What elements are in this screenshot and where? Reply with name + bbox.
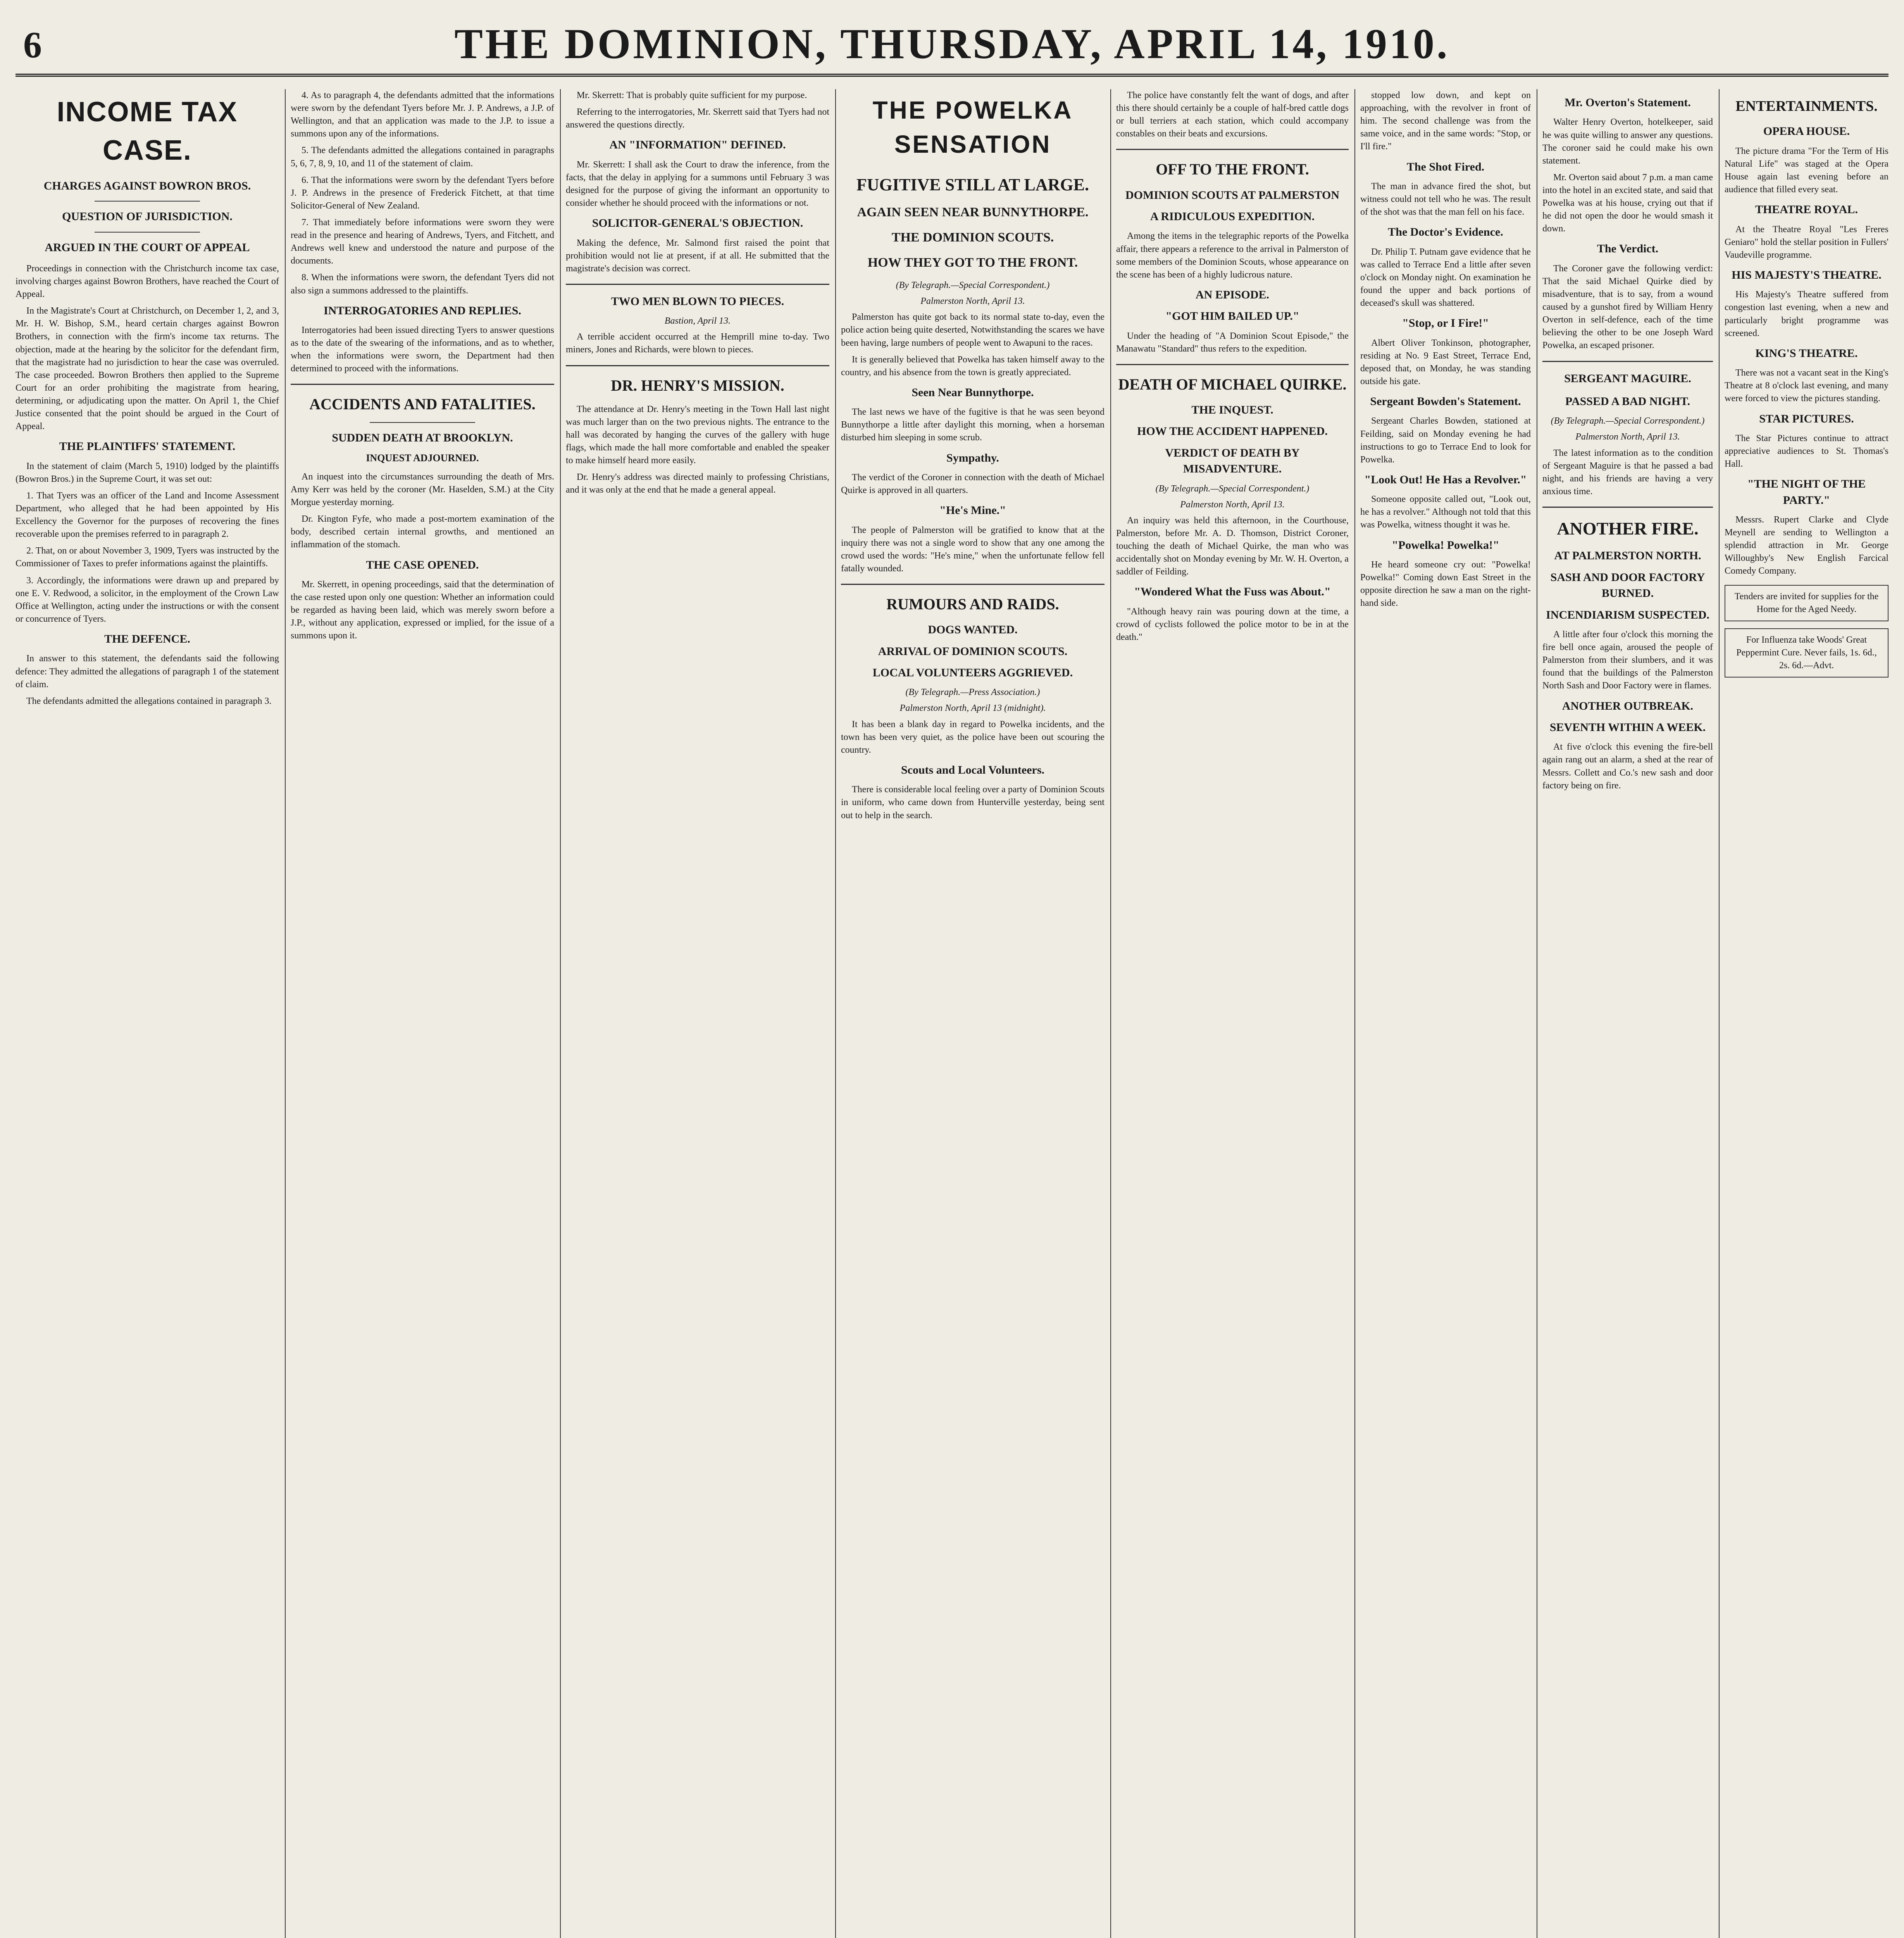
paragraph: Under the heading of "A Dominion Scout Episode," the Manawatu "Standard" thus refers to the expedition. [1116,331,1349,354]
subhead-verdict: VERDICT OF DEATH BY MISADVENTURE. [1165,446,1300,476]
paragraph: In the Magistrate's Court at Christchurch, on December 1, 2, and 3, Mr. H. W. Bishop, S.M., heard certain charges against Bowron Brothers, in connection with the firm's income tax returns. The objection, made at the hearing by the solicitor for the defendant firm, that the magistrate had no jurisdiction to hear the case was overruled. The case proceeded. Bowron Brothers then applied to the Supreme Court for an order prohibiting the magistrate from hearing, determining, or adjudicating upon the matter. On April 1, the Chief Justice consented that the point should be argued in the Court of Appeal. [16,306,279,432]
section-heading: HIS MAJESTY'S THEATRE. [1732,268,1882,281]
subhead-inquest: THE INQUEST. [1191,403,1273,417]
subhead-outbreak: ANOTHER OUTBREAK. [1562,699,1694,712]
paragraph: An inquest into the circumstances surrounding the death of Mrs. Amy Kerr was held by the coroner (Mr. Haselden, S.M.) at the City Morgue yesterday morning. [291,471,554,508]
paragraph: It has been a blank day in regard to Powelka incidents, and the town has been very quiet, as the police have been out scouring the country. [841,719,1104,755]
paragraph: The Star Pictures continue to attract appreciative audiences to St. Thomas's Hall. [1725,433,1888,469]
paragraph: 4. As to paragraph 4, the defendants admitted that the informations were sworn by the defendant Tyers before Mr. J. P. Andrews, a J.P. of Wellington, and that an application was made to the J.P. to issue a summons upon any of the informations. [291,90,554,139]
subhead-brooklyn: SUDDEN DEATH AT BROOKLYN. [332,431,513,444]
headline-maguire: SERGEANT MAGUIRE. [1564,372,1691,385]
byline: (By Telegraph.—Special Correspondent.) [1155,483,1310,494]
subhead-scouts-pn: DOMINION SCOUTS AT PALMERSTON [1125,188,1340,202]
section-heading: THE CASE OPENED. [366,558,479,571]
subhead-fugitive: FUGITIVE STILL AT LARGE. [856,175,1089,194]
section-heading: SOLICITOR-GENERAL'S OBJECTION. [592,217,803,230]
headline-accidents: ACCIDENTS AND FATALITIES. [309,395,536,413]
page-number: 6 [23,24,42,66]
headline-rumours: RUMOURS AND RAIDS. [886,595,1059,613]
byline: (By Telegraph.—Special Correspondent.) [1551,416,1705,426]
section-heading: The Verdict. [1597,242,1659,255]
dateline: Palmerston North, April 13 (midnight). [899,703,1046,714]
subhead-scouts: THE DOMINION SCOUTS. [891,230,1054,245]
paragraph: "Although heavy rain was pouring down at the time, a crowd of cyclists followed the police motor to be in at the death." [1116,606,1349,642]
section-heading: Sergeant Bowden's Statement. [1370,395,1521,408]
paragraph: Among the items in the telegraphic reports of the Powelka affair, there appears a reference to the arrival in Palmerston of some members of the Dominion Scouts, whose appearance on the scene has been of a highly ludicrous nature. [1116,231,1349,280]
subhead-jurisdiction: QUESTION OF JURISDICTION. [62,210,233,223]
column-8 [1725,89,1888,1938]
paragraph: Making the defence, Mr. Salmond first raised the point that prohibition would not lie at present, if at all. He submitted that the magistrate's decision was correct. [566,238,829,274]
headline-income-tax: INCOME TAX CASE. [57,97,238,166]
subhead-night: PASSED A BAD NIGHT. [1565,395,1690,408]
paragraph: Referring to the interrogatories, Mr. Skerrett said that Tyers had not answered the questions directly. [566,107,829,130]
subhead-episode: AN EPISODE. [1195,288,1270,301]
section-heading: "He's Mine." [939,504,1006,517]
paragraph: It is generally believed that Powelka has taken himself away to the country, and his absence from the town is greatly appreciated. [841,354,1104,378]
subhead-at: AT PALMERSTON NORTH. [1554,549,1701,562]
section-heading: "Powelka! Powelka!" [1392,538,1499,552]
dateline: Palmerston North, April 13. [920,296,1025,307]
paragraph: Messrs. Rupert Clarke and Clyde Meynell are sending to Wellington a splendid attraction in Mr. George Willoughby's New English Farcical Comedy Company. [1725,515,1888,576]
column-1 [16,89,279,1938]
subhead-bunnythorpe: AGAIN SEEN NEAR BUNNYTHORPE. [857,205,1089,220]
paragraph: Mr. Overton said about 7 p.m. a man came into the hotel in an excited state, and said that Powelka was at his house, crying out that if he did not open the door he would smash it down. [1542,172,1713,234]
column-7 [1542,89,1713,1938]
paragraph: He heard someone cry out: "Powelka! Powelka!" Coming down East Street in the opposite direction he saw a man on the right-hand side. [1360,559,1531,609]
section-heading: The Doctor's Evidence. [1388,226,1503,239]
subhead-local: LOCAL VOLUNTEERS AGGRIEVED. [872,666,1073,679]
paragraph: Interrogatories had been issued directing Tyers to answer questions as to the date of the swearing of the informations, and as to whether, when the informations were sworn, the Department had then determined to proceed with the informations. [291,325,554,374]
paragraph: The attendance at Dr. Henry's meeting in the Town Hall last night was much larger than on the two previous nights. The entrance to the hall was decorated by hanging the curves of the gallery with huge flags, which made the hall more comfortable and enabled the speaker to make himself heard more easily. [566,404,829,466]
advertisement: For Influenza take Woods' Great Peppermint Cure. Never fails, 1s. 6d., 2s. 6d.—Advt. [1725,628,1888,678]
paragraph: The picture drama "For the Term of His Natural Life" was staged at the Opera House again last evening before an audience that filled every seat. [1725,146,1888,195]
paragraph: An inquiry was held this afternoon, in the Courthouse, Palmerston, before Mr. A. D. Thomson, District Coroner, touching the death of Michael Quirke, the man who was accidentally shot on Monday evening by Mr. W. H. Overton, a saddler of Feilding. [1116,515,1349,577]
paragraph: 8. When the informations were sworn, the defendant Tyers did not also sign a summons addressed to the plaintiffs. [291,272,554,296]
subhead-dogs: DOGS WANTED. [928,623,1018,636]
paragraph: 1. That Tyers was an officer of the Land and Income Assessment Department, who alleged that he had been appointed by His Excellency the Governor for the purposes of recovering the fines recoverable upon the premises referred to in paragraph 2. [16,490,279,540]
paragraph: The latest information as to the condition of Sergeant Maguire is that he passed a bad night, and his friends are having a very anxious time. [1542,448,1713,497]
headline-off-front: OFF TO THE FRONT. [1156,160,1309,178]
paragraph: In the statement of claim (March 5, 1910) lodged by the plaintiffs (Bowron Bros.) in the Supreme Court, it was set out: [16,461,279,484]
section-heading: THE DEFENCE. [104,633,190,646]
section-heading: Sympathy. [946,451,999,464]
paragraph: The people of Palmerston will be gratified to know that at the inquiry there was not a single word to show that any one among the crowd used the words: "He's mine," when the unfortunate fellow fell fatally wounded. [841,525,1104,574]
byline: (By Telegraph.—Special Correspondent.) [896,280,1050,291]
paragraph: Sergeant Charles Bowden, stationed at Feilding, said on Monday evening he had instructions to go to Terrace End to look for Powelka. [1360,416,1531,465]
masthead [16,16,1888,77]
paragraph: A little after four o'clock this morning the fire bell once again, aroused the people of Palmerston from their slumbers, and it was found that the buildings of the Palmerston North Sash and Door Factory were in flames. [1542,629,1713,691]
section-heading: "Stop, or I Fire!" [1402,317,1489,330]
paragraph: His Majesty's Theatre suffered from congestion last evening, when a new and particularly bright programme was screened. [1725,290,1888,338]
headline-blown: TWO MEN BLOWN TO PIECES. [611,295,784,308]
paragraph: 3. Accordingly, the informations were drawn up and prepared by one E. V. Redwood, a solicitor, in the employment of the Crown Law Office at Wellington, acting under the instructions or with the consent or concurrence of Tyers. [16,575,279,624]
paragraph: Walter Henry Overton, hotelkeeper, said he was quite willing to answer any questions. The coroner said he could make his own statement. [1542,117,1713,166]
advertisement: Tenders are invited for supplies for the Home for the Aged Needy. [1725,585,1888,621]
section-heading: Mr. Overton's Statement. [1565,96,1691,109]
paragraph: In answer to this statement, the defendants said the following defence: They admitted the allegations of paragraph 1 of the statement of claim. [16,653,279,690]
column-6 [1360,89,1531,1938]
subhead-seventh: SEVENTH WITHIN A WEEK. [1549,721,1706,734]
paragraph: Mr. Skerrett, in opening proceedings, said that the determination of the case rested upon only one question: Whether an information could be regarded as having been laid, which was merely sworn before a J.P., without any application, expressed or implied, for the issue of a summons upon it. [291,579,554,641]
subhead-sash: SASH AND DOOR FACTORY BURNED. [1550,571,1705,600]
section-heading: The Shot Fired. [1406,160,1485,173]
section-heading: "Look Out! He Has a Revolver." [1364,473,1527,486]
headline-death-quirke: DEATH OF MICHAEL QUIRKE. [1118,375,1347,393]
paragraph: 2. That, on or about November 3, 1909, Tyers was instructed by the Commissioner of Taxes to prefer informations against the plaintiffs. [16,546,279,569]
section-heading: AN "INFORMATION" DEFINED. [609,138,786,152]
dateline: Palmerston North, April 13. [1180,499,1285,510]
subhead-charges: CHARGES AGAINST BOWRON BROS. [43,179,251,192]
paragraph: At five o'clock this evening the fire-bell again rang out an alarm, a shed at the rear of Messrs. Collett and Co.'s new sash and door factory being on fire. [1542,742,1713,791]
section-heading: Seen Near Bunnythorpe. [912,386,1034,399]
paragraph: The man in advance fired the shot, but witness could not tell who he was. The result of the shot was that the man fell on his face. [1360,181,1531,217]
subhead-ridiculous: A RIDICULOUS EXPEDITION. [1150,210,1315,223]
section-heading: THE PLAINTIFFS' STATEMENT. [59,440,236,453]
headline-entertainments: ENTERTAINMENTS. [1735,98,1878,114]
paragraph: Palmerston has quite got back to its normal state to-day, even the police action being quite deserted, Notwithstanding the scares we have been having, large numbers of people went to Awapuni to the races. [841,312,1104,348]
section-heading: KING'S THEATRE. [1755,347,1858,360]
paragraph: Albert Oliver Tonkinson, photographer, residing at No. 9 East Street, Terrace End, deposed that, on Monday, he was standing outside his gate. [1360,338,1531,386]
paragraph: The police have constantly felt the want of dogs, and after this there should certainly be a couple of half-bred cattle dogs or bull terriers at each station, which could accompany constables on their beats and excursions. [1116,90,1349,139]
paragraph: The Coroner gave the following verdict: That the said Michael Quirke died by misadventure, that is to say, from a wound caused by a gunshot fired by William Henry Overton in self-defence, each of the time believing the other to be one Joseph Ward Powelka, an escaped prisoner. [1542,263,1713,351]
paragraph: Dr. Kington Fyfe, who made a post-mortem examination of the body, described certain internal growths, and mentioned an inflammation of the stomach. [291,514,554,550]
column-4 [841,89,1104,1938]
page-columns [16,89,1888,1938]
column-3 [566,89,829,1938]
paragraph: 6. That the informations were sworn by the defendant Tyers before J. P. Andrews in the presence of Frederick Fitchett, at that time Solicitor-General of New Zealand. [291,175,554,211]
paragraph: At the Theatre Royal "Les Freres Geniaro" hold the stellar position in Fullers' Vaudeville programme. [1725,224,1888,260]
section-heading: "Wondered What the Fuss was About." [1134,585,1331,598]
paragraph: Mr. Skerrett: That is probably quite sufficient for my purpose. [577,90,807,100]
section-heading: INTERROGATORIES AND REPLIES. [324,304,521,317]
column-2 [291,89,554,1938]
paragraph: The defendants admitted the allegations contained in paragraph 3. [26,696,272,706]
paragraph: The last news we have of the fugitive is that he was seen beyond Bunnythorpe a little after daylight this morning, when a horseman disturbed him sleeping in some scrub. [841,407,1104,443]
paragraph: Dr. Henry's address was directed mainly to professing Christians, and it was only at the end that he made a general appeal. [566,472,829,495]
section-heading: STAR PICTURES. [1759,412,1854,425]
paragraph: The verdict of the Coroner in connection with the death of Michael Quirke is approved in all quarters. [841,472,1104,496]
paragraph: A terrible accident occurred at the Hemprill mine to-day. Two miners, Jones and Richards, were blown to pieces. [566,332,829,355]
byline: (By Telegraph.—Press Association.) [905,687,1040,698]
paragraph: Mr. Skerrett: I shall ask the Court to draw the inference, from the facts, that the delay in applying for a summons until February 3 was designed for the purpose of giving the informant an opportunity to consider whether he should proceed with the informations or not. [566,159,829,209]
dateline: Bastion, April 13. [664,316,731,326]
paragraph: Dr. Philip T. Putnam gave evidence that he was called to Terrace End a little after seven o'clock on Monday night. On examination he found the upper and back portions of deceased's skull was shattered. [1360,247,1531,309]
newspaper-title: THE DOMINION, THURSDAY, APRIL 14, 1910. [454,20,1450,67]
paragraph: 7. That immediately before informations were sworn they were read in the presence and hearing of Andrews, Tyers, and Fitchett, and Andrews well knew and understood the nature and purpose of the documents. [291,217,554,266]
headline-powelka: THE POWELKA SENSATION [872,96,1073,159]
subhead-bailed: "GOT HIM BAILED UP." [1165,310,1299,323]
subhead-how: HOW THE ACCIDENT HAPPENED. [1137,425,1328,438]
headline-mission: DR. HENRY'S MISSION. [611,376,784,394]
subhead-arrival: ARRIVAL OF DOMINION SCOUTS. [878,645,1068,658]
paragraph: stopped low down, and kept on approaching, with the revolver in front of him. The second challenge was from the same voice, and in the same words: "Stop, or I'll fire." [1360,90,1531,152]
subhead-court-appeal: ARGUED IN THE COURT OF APPEAL [45,241,250,254]
section-heading: "THE NIGHT OF THE PARTY." [1747,478,1866,507]
column-5 [1116,89,1349,1938]
section-heading: THEATRE ROYAL. [1755,203,1858,216]
subhead-incend: INCENDIARISM SUSPECTED. [1546,608,1709,621]
subhead-inquest: INQUEST ADJOURNED. [366,452,479,464]
headline-fire: ANOTHER FIRE. [1557,518,1699,538]
paragraph: 5. The defendants admitted the allegations contained in paragraphs 5, 6, 7, 8, 9, 10, and 11 of the statement of claim. [291,145,554,169]
paragraph: Someone opposite called out, "Look out, he has a revolver." Although not told that this was Powelka, witness thought it was he. [1360,494,1531,530]
subhead-front: HOW THEY GOT TO THE FRONT. [867,255,1078,270]
dateline: Palmerston North, April 13. [1575,432,1680,442]
paragraph: Proceedings in connection with the Christchurch income tax case, involving charges against Bowron Brothers, have reached the Court of Appeal. [16,263,279,300]
section-heading: Scouts and Local Volunteers. [901,763,1045,776]
section-heading: OPERA HOUSE. [1763,125,1850,138]
paragraph: There was not a vacant seat in the King's Theatre at 8 o'clock last evening, and many were forced to view the pictures standing. [1725,368,1888,404]
paragraph: There is considerable local feeling over a party of Dominion Scouts in uniform, who came down from Hunterville yesterday, being sent out to help in the search. [841,785,1104,821]
